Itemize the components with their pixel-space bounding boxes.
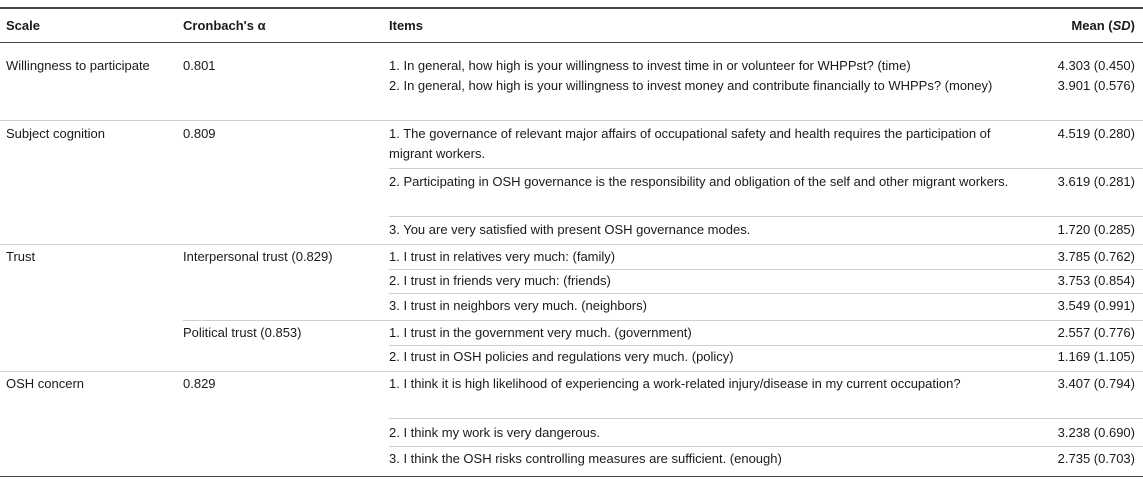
mean-political-2: 1.169 (1.105)	[1057, 349, 1135, 364]
group-divider	[0, 244, 1143, 245]
item-interpersonal-2: 2. I trust in friends very much: (friends)	[389, 273, 611, 288]
item-osh-1: 1. I think it is high likelihood of experiencing a work-related injury/disease in my current occupation?	[389, 376, 961, 391]
scale-subject-cognition: Subject cognition	[6, 126, 106, 141]
alpha-osh-concern: 0.829	[183, 376, 216, 391]
row-divider	[389, 418, 1143, 419]
group-divider	[0, 120, 1143, 121]
mean-interpersonal-1: 3.785 (0.762)	[1057, 249, 1135, 264]
alpha-political-trust: Political trust (0.853)	[183, 325, 302, 340]
bottom-rule	[0, 476, 1143, 477]
mean-osh-3: 2.735 (0.703)	[1057, 451, 1135, 466]
item-interpersonal-3: 3. I trust in neighbors very much. (neighbors)	[389, 298, 647, 313]
item-osh-3: 3. I think the OSH risks controlling measures are sufficient. (enough)	[389, 451, 782, 466]
table-header	[0, 8, 1143, 43]
row-divider	[389, 345, 1143, 346]
mean-cognition-3: 1.720 (0.285)	[1057, 222, 1135, 237]
group-divider	[0, 371, 1143, 372]
item-interpersonal-1: 1. I trust in relatives very much: (family)	[389, 249, 616, 264]
mean-interpersonal-3: 3.549 (0.991)	[1057, 298, 1135, 313]
header-items: Items	[389, 18, 423, 33]
row-divider	[389, 293, 1143, 294]
subgroup-divider	[183, 320, 1143, 321]
mean-interpersonal-2: 3.753 (0.854)	[1057, 273, 1135, 288]
item-political-2: 2. I trust in OSH policies and regulations very much. (policy)	[389, 349, 734, 364]
header-alpha: Cronbach's α	[183, 18, 266, 33]
header-mean-sd: SD	[1112, 18, 1131, 33]
scale-osh-concern: OSH concern	[6, 376, 85, 391]
row-divider	[389, 446, 1143, 447]
alpha-subject-cognition: 0.809	[183, 126, 216, 141]
header-mean-suffix: )	[1130, 18, 1135, 33]
scale-willingness: Willingness to participate	[6, 58, 150, 73]
mean-cognition-2: 3.619 (0.281)	[1057, 174, 1135, 189]
row-divider	[389, 168, 1143, 169]
header-mean	[1015, 18, 1135, 34]
item-cognition-3: 3. You are very satisfied with present OSH governance modes.	[389, 222, 751, 237]
item-willingness-1: 1. In general, how high is your willingness to invest time in or volunteer for WHPPst? (time)	[389, 58, 911, 73]
alpha-willingness: 0.801	[183, 58, 216, 73]
alpha-interpersonal-trust: Interpersonal trust (0.829)	[183, 249, 333, 264]
mean-osh-2: 3.238 (0.690)	[1057, 425, 1135, 440]
row-divider	[389, 269, 1143, 270]
item-willingness-2: 2. In general, how high is your willingness to invest money and contribute financially to WHPPs? (money)	[389, 78, 993, 93]
header-scale: Scale	[6, 18, 40, 33]
mean-political-1: 2.557 (0.776)	[1057, 325, 1135, 340]
mean-willingness-2: 3.901 (0.576)	[1057, 78, 1135, 93]
item-osh-2: 2. I think my work is very dangerous.	[389, 425, 600, 440]
item-cognition-2: 2. Participating in OSH governance is the responsibility and obligation of the self and other migrant workers.	[389, 174, 1009, 189]
header-mean-prefix: Mean (	[1071, 18, 1113, 33]
scale-trust: Trust	[6, 249, 36, 264]
mean-cognition-1: 4.519 (0.280)	[1057, 126, 1135, 141]
mean-osh-1: 3.407 (0.794)	[1057, 376, 1135, 391]
row-divider	[389, 216, 1143, 217]
mean-willingness-1: 4.303 (0.450)	[1057, 58, 1135, 73]
item-cognition-1: 1. The governance of relevant major affairs of occupational safety and health requires the participation of migrant workers.	[389, 126, 991, 161]
item-political-1: 1. I trust in the government very much. (government)	[389, 325, 692, 340]
